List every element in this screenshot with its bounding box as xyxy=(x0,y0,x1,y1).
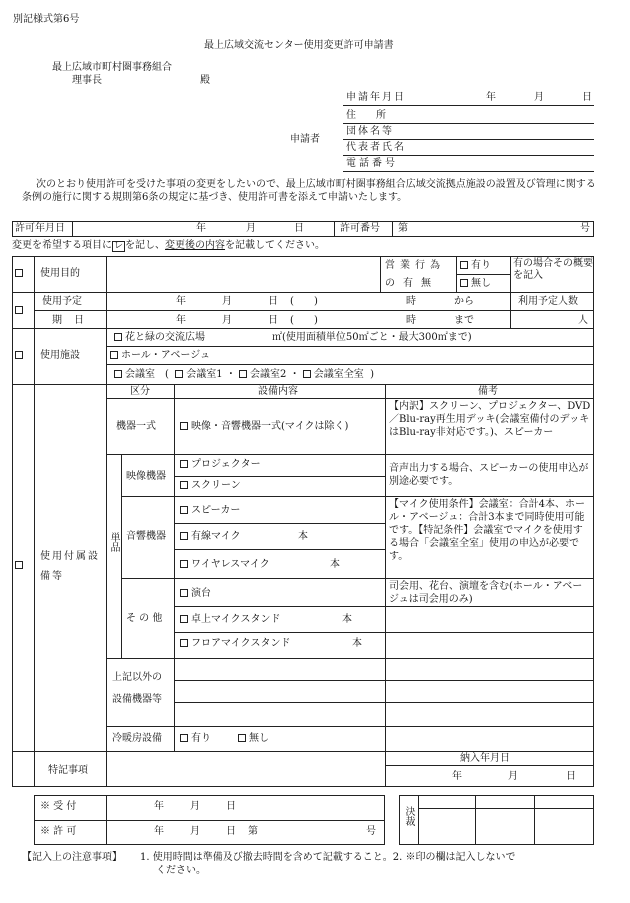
notes-line-2: ください。 xyxy=(156,865,206,876)
period-start-hour: 時 xyxy=(406,296,416,307)
purpose-label: 使用目的 xyxy=(40,268,80,279)
rooms-row: 会議室 ( 会議室1 ・ 会議室2 ・ 会議室全室 ) xyxy=(114,369,374,381)
permit-date-label: 許可年月日 xyxy=(15,223,65,234)
period-end-hour: 時 xyxy=(406,315,416,326)
form-title: 最上広域交流センター使用変更許可申請書 xyxy=(204,40,394,51)
applicant-address-label: 住 所 xyxy=(346,110,386,121)
apply-year: 年 xyxy=(486,92,496,103)
single-label: 単品 xyxy=(108,532,119,552)
apply-month: 月 xyxy=(534,92,544,103)
permit-month: 月 xyxy=(246,223,256,234)
permit-no-label: 許可番号 xyxy=(340,223,380,234)
equipment-checkbox[interactable] xyxy=(15,560,26,572)
table-mic-unit: 本 xyxy=(342,614,352,625)
period-start-month: 月 xyxy=(222,296,232,307)
other-label: そ の 他 xyxy=(126,613,163,624)
notes-line-1: 1. 使用時間は準備及び撤去時間を含めて記載すること。2. ※印の欄は記入しないで xyxy=(140,852,516,863)
period-start-paren-open: ( xyxy=(290,296,294,307)
col-kubun: 区分 xyxy=(130,386,150,397)
facility-label: 使用施設 xyxy=(40,350,80,361)
period-end-paren-close: ) xyxy=(314,315,318,326)
screen-option[interactable]: スクリーン xyxy=(180,480,241,492)
check-mark-sample: レ xyxy=(114,241,124,251)
col-content: 設備内容 xyxy=(258,386,298,397)
delivery-day: 日 xyxy=(566,771,576,782)
set-option[interactable]: 映像・音響機器一式(マイクは除く) xyxy=(180,421,348,433)
room-all-option[interactable] xyxy=(303,370,311,378)
audio-note: 【マイク使用条件】会議室：合計4本、ホール・アベージュ：合計3本まで同時使用可能です。【特記条件】会議室でマイクを使用する場合「会議室全室」使用の申込が必要です。 xyxy=(389,499,585,562)
hvac-no-option[interactable]: 無し xyxy=(238,733,269,745)
period-end-month: 月 xyxy=(222,315,232,326)
plaza-option[interactable]: 花と緑の交流広場 xyxy=(114,332,205,344)
period-from: から xyxy=(454,296,474,307)
receipt-label: ※ 受 付 xyxy=(40,801,77,812)
delivery-year: 年 xyxy=(452,771,462,782)
podium-option[interactable]: 演台 xyxy=(180,588,211,600)
exists-label: の有無 xyxy=(385,278,439,289)
wired-mic-option[interactable]: 有線マイク xyxy=(180,531,241,543)
period-label-1: 使用予定 xyxy=(42,296,82,307)
facility-checkbox[interactable] xyxy=(15,350,26,362)
business-note: 有の場合その概要を記入 xyxy=(513,258,593,281)
other-note: 司会用、花台、演壇を含む(ホール・アベージュは司会用のみ) xyxy=(389,581,583,605)
wireless-mic-unit: 本 xyxy=(330,559,340,570)
applicant-group-label: 団体名等 xyxy=(346,126,394,137)
col-notes: 備考 xyxy=(478,386,498,397)
video-note: 音声出力する場合、スピーカーの使用申込が別途必要です。 xyxy=(389,463,589,487)
extra-label-1: 上記以外の xyxy=(112,672,162,683)
rooms-option[interactable] xyxy=(114,370,122,378)
set-note: 【内訳】スクリーン、プロジェクター、DVD／Blu-ray再生用デッキ(会議室備付のデッキはBlu-ray非対応です。)、スピーカー xyxy=(389,401,591,438)
applicant-rep-label: 代表者氏名 xyxy=(346,142,406,153)
hvac-yes-option[interactable]: 有り xyxy=(180,733,211,745)
delivery-month: 月 xyxy=(508,771,518,782)
apply-day: 日 xyxy=(582,92,592,103)
permit-day: 日 xyxy=(294,223,304,234)
receipt-day: 日 xyxy=(226,801,236,812)
period-start-day: 日 xyxy=(268,296,278,307)
projector-option[interactable]: プロジェクター xyxy=(180,459,261,471)
applicant-tel-label: 電話番号 xyxy=(346,158,398,169)
permit-no-suffix: 号 xyxy=(580,223,590,234)
decision-label: 決裁 xyxy=(403,806,414,826)
people-unit: 人 xyxy=(578,315,588,326)
hall-option[interactable]: ホール・アベージュ xyxy=(110,350,210,362)
permission-month: 月 xyxy=(190,826,200,837)
room2-option[interactable] xyxy=(239,370,247,378)
floor-mic-option[interactable]: フロアマイクスタンド xyxy=(180,638,291,650)
period-end-day: 日 xyxy=(268,315,278,326)
business-yes-option[interactable]: 有り xyxy=(460,260,491,272)
decision-box xyxy=(399,795,594,845)
plaza-note: ㎡(使用面積単位50㎡ごと・最大300㎡まで) xyxy=(272,332,472,343)
permission-label: ※ 許 可 xyxy=(40,826,77,837)
hvac-label: 冷暖房設備 xyxy=(112,733,162,744)
applicant-label: 申請者 xyxy=(290,134,320,145)
period-end-paren-open: ( xyxy=(290,315,294,326)
notes-label: 【記入上の注意事項】 xyxy=(22,852,122,863)
apply-date-label: 申請年月日 xyxy=(346,92,406,103)
addressee-honorific: 殿 xyxy=(200,75,210,86)
permission-year: 年 xyxy=(154,826,164,837)
intro-text: 次のとおり使用許可を受けた事項の変更をしたいので、最上広域市町村圏事務組合広域交流拠点施設の設置及び管理に関する条例の施行に関する規則第6条の規定に基づき、使用許可書を添えて申請いたします。 xyxy=(22,179,596,203)
audio-label: 音響機器 xyxy=(126,531,166,542)
permit-no-prefix: 第 xyxy=(398,223,408,234)
table-mic-option[interactable]: 卓上マイクスタンド xyxy=(180,614,281,626)
addressee-org: 最上広域市町村圏事務組合 xyxy=(52,62,172,73)
video-label: 映像機器 xyxy=(126,471,166,482)
delivery-label: 納入年月日 xyxy=(460,753,510,764)
set-label: 機器一式 xyxy=(116,421,156,432)
period-checkbox[interactable] xyxy=(15,305,26,317)
floor-mic-unit: 本 xyxy=(352,638,362,649)
special-label: 特記事項 xyxy=(48,765,88,776)
receipt-month: 月 xyxy=(190,801,200,812)
wired-mic-unit: 本 xyxy=(298,531,308,542)
business-no-option[interactable]: 無し xyxy=(460,278,491,290)
period-label-2: 期 日 xyxy=(52,315,85,326)
equipment-label: 使用付属設備等 xyxy=(40,551,100,582)
extra-label-2: 設備機器等 xyxy=(112,694,162,705)
addressee-role: 理事長 xyxy=(72,75,102,86)
wireless-mic-option[interactable]: ワイヤレスマイク xyxy=(180,559,270,571)
permission-no-prefix: 第 xyxy=(248,826,258,837)
people-label: 利用予定人数 xyxy=(518,296,578,307)
period-start-paren-close: ) xyxy=(314,296,318,307)
form-number: 別記様式第6号 xyxy=(13,14,80,25)
period-end-year: 年 xyxy=(176,315,186,326)
receipt-year: 年 xyxy=(154,801,164,812)
period-until: まで xyxy=(454,315,474,326)
purpose-checkbox[interactable] xyxy=(15,268,26,280)
speaker-option[interactable]: スピーカー xyxy=(180,505,240,517)
permission-no-suffix: 号 xyxy=(366,826,376,837)
period-start-year: 年 xyxy=(176,296,186,307)
business-label: 営業行為 xyxy=(385,260,445,271)
permission-day: 日 xyxy=(226,826,236,837)
instruction-line: 変更を希望する項目に レ を記し、変更後の内容を記載してください。 xyxy=(12,240,326,251)
permit-year: 年 xyxy=(196,223,206,234)
room1-option[interactable] xyxy=(175,370,183,378)
